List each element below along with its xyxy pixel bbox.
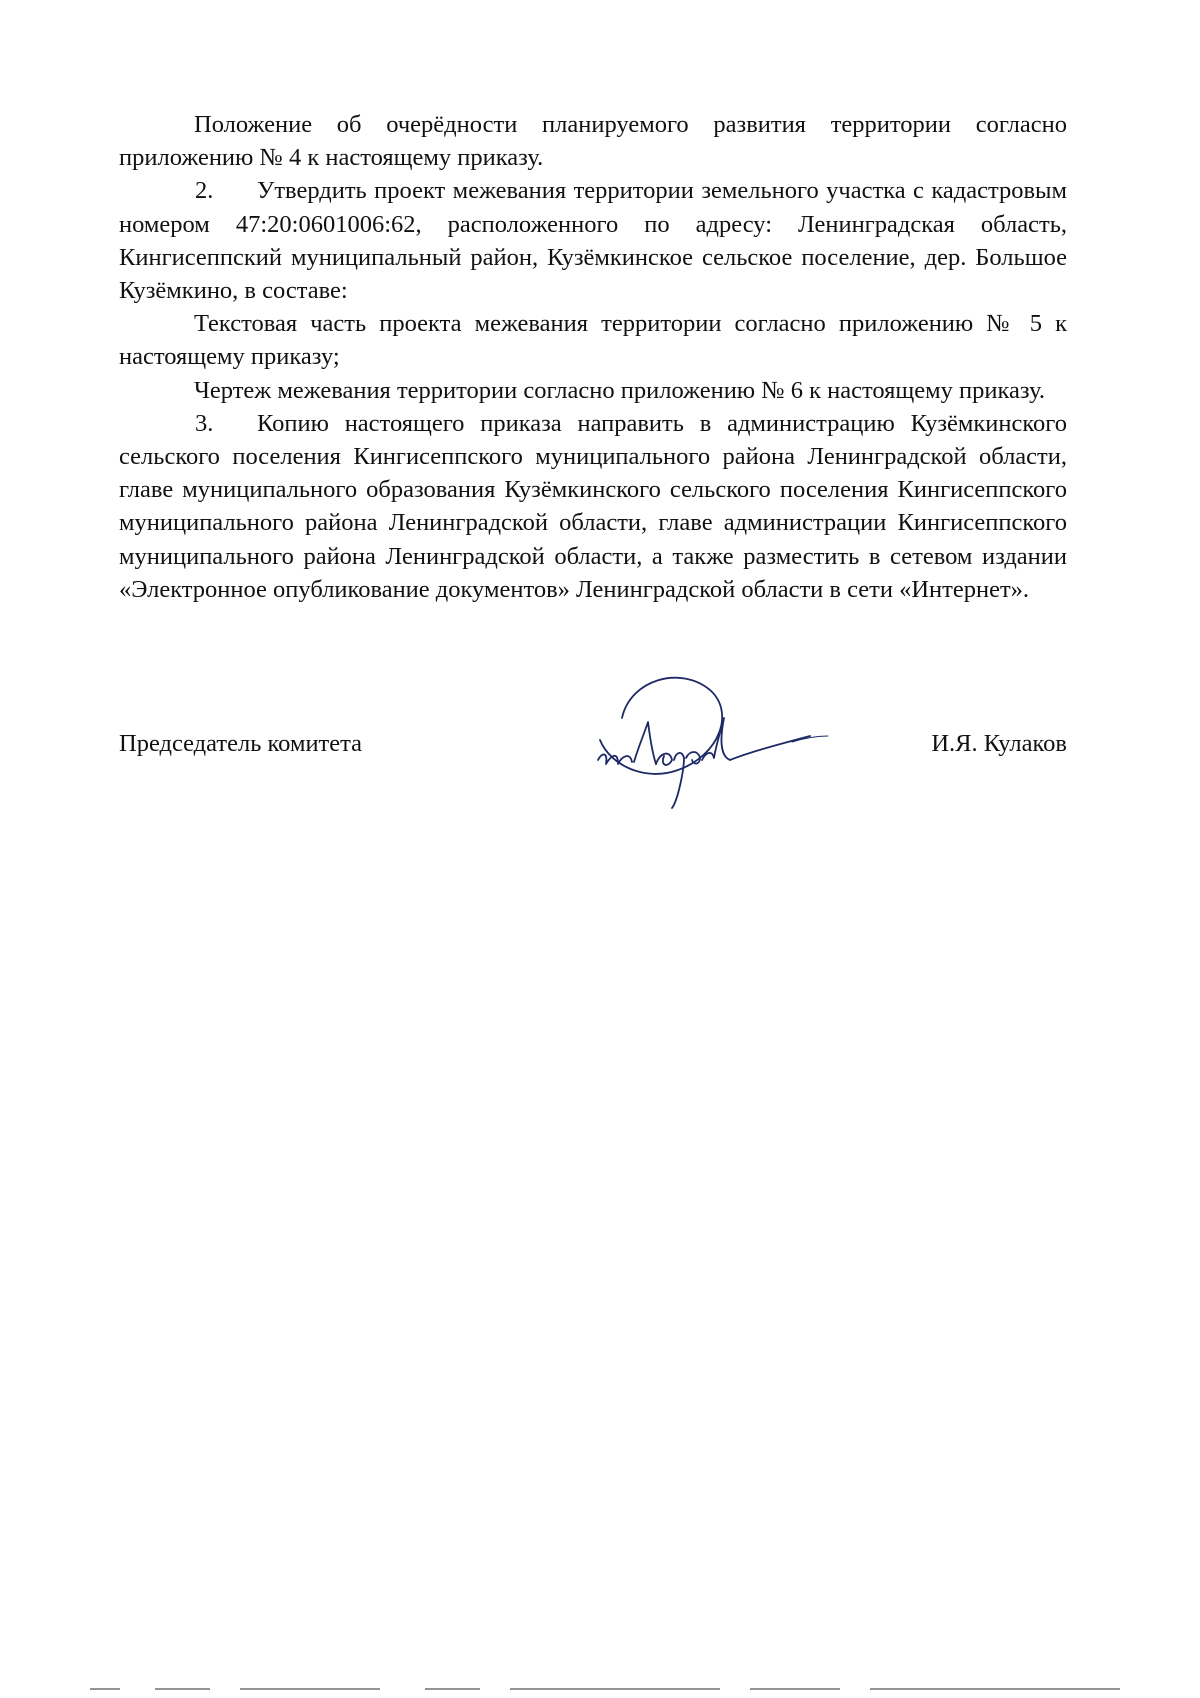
paragraph-text: Утвердить проект межевания территории земельного участка с кадастровым номером 47:20:0601006:62, расположенного по адресу: Ленинградская область, Кингисеппский муниципальный район, Кузёмкинское сельское поселение, дер. Большое Кузёмкино, в составе: (119, 177, 1067, 305)
footer-scan-lines (80, 1686, 1130, 1692)
paragraph-text: Копию настоящего приказа направить в администрацию Кузёмкинского сельского поселения Кингисеппского муниципального района Ленинградской области, главе муниципального образования Кузёмкинского сельского поселения Кингисеппского муниципального района Ленинградской области, главе администрации Кингисеппского муниципального района Ленинградской области, а также разместить в сетевом издании «Электронное опубликование документов» Ленинградской области в сети «Интернет». (119, 409, 1067, 603)
signatory-name: И.Я. Кулаков (931, 730, 1067, 757)
paragraph-text: Чертеж межевания территории согласно приложению № 6 к настоящему приказу. (194, 376, 1046, 404)
paragraph-item-2 (119, 174, 1067, 307)
paragraph-drawing (119, 374, 1067, 407)
paragraph-text-part (119, 307, 1067, 373)
paragraph-number: 3. (195, 409, 214, 437)
document-body (119, 108, 1067, 606)
handwritten-signature (560, 660, 860, 810)
paragraph-item-3 (119, 407, 1067, 606)
paragraph-plan-order (119, 108, 1067, 174)
paragraph-text: Текстовая часть проекта межевания территории согласно приложению № 5 к настоящему приказу; (119, 310, 1067, 371)
paragraph-text: Положение об очерёдности планируемого развития территории согласно приложению № 4 к настоящему приказу. (119, 111, 1067, 172)
paragraph-number: 2. (195, 177, 214, 205)
signatory-position: Председатель комитета (119, 730, 363, 757)
